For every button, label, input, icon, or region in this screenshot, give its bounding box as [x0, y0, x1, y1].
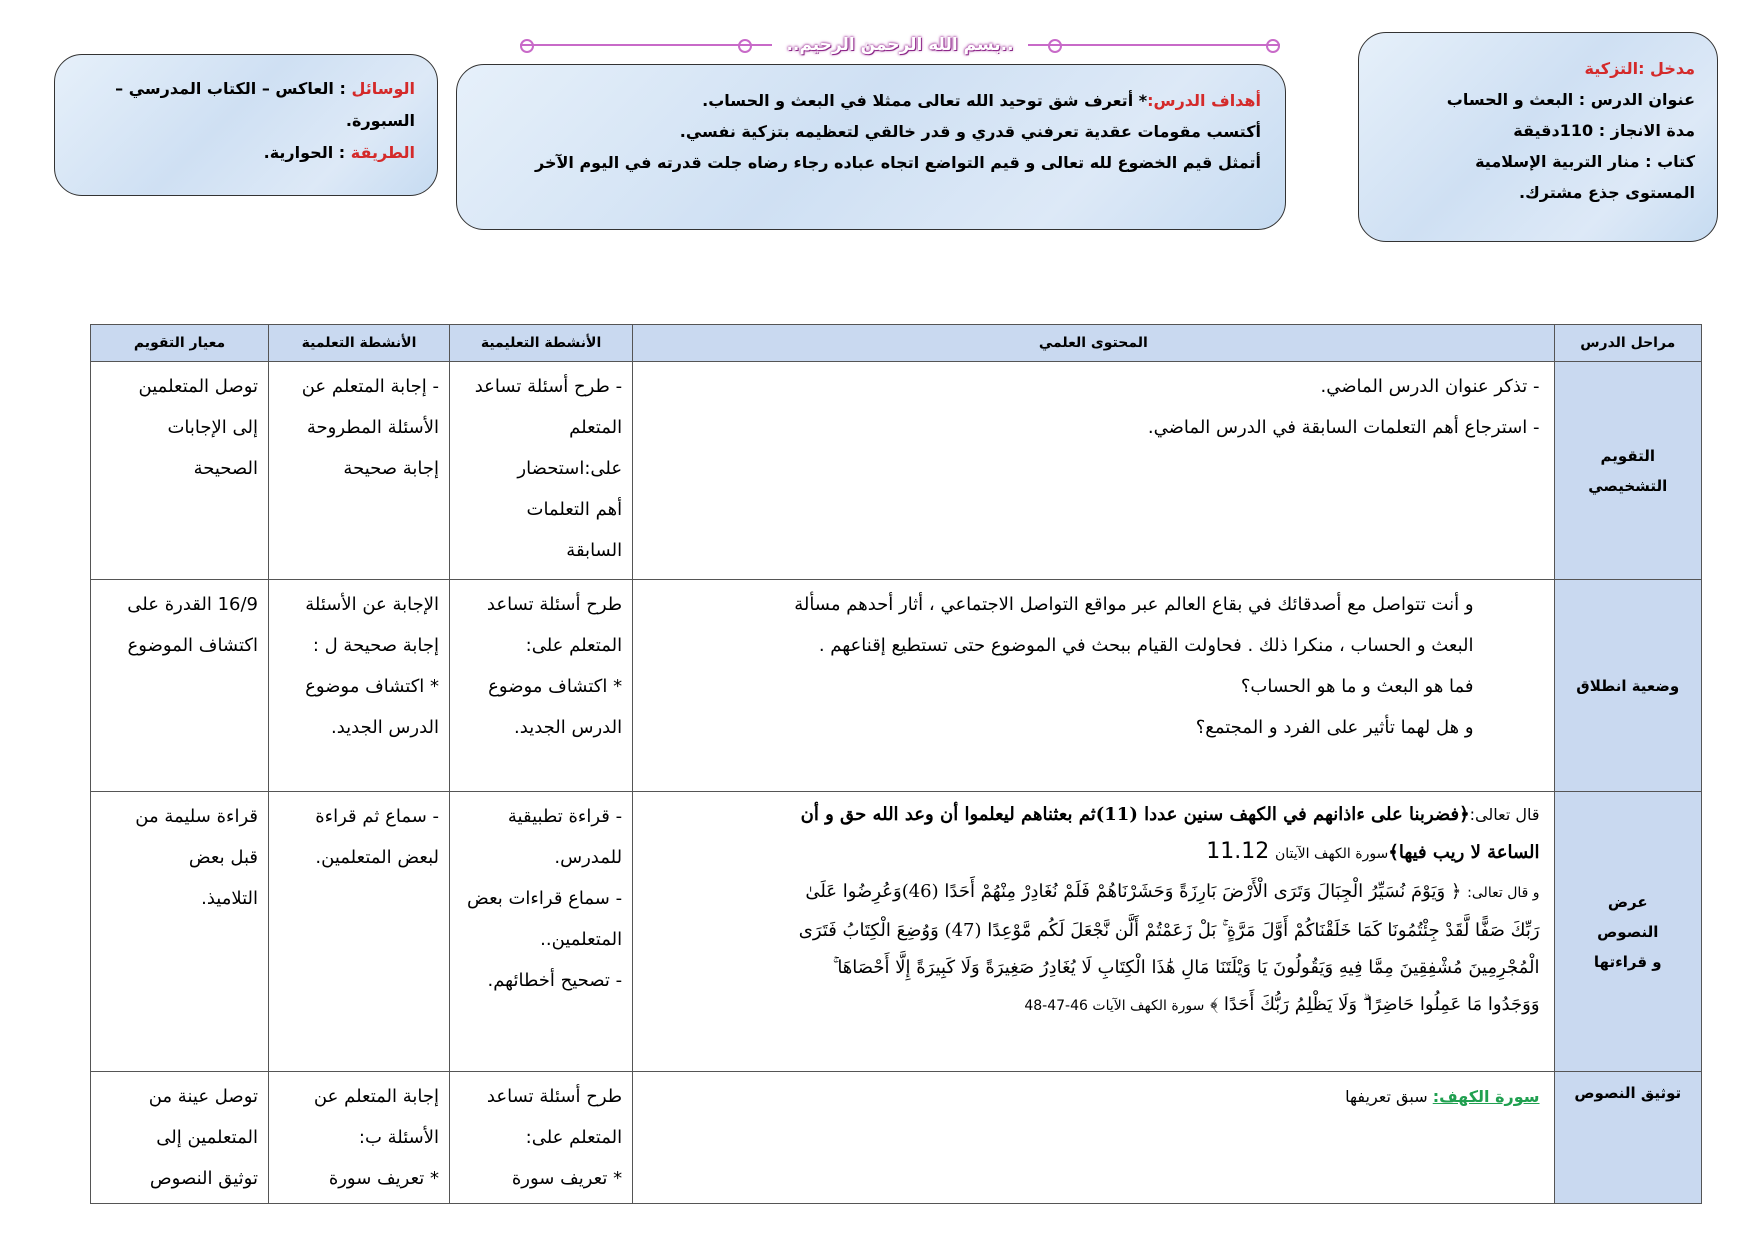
stage-text: النصوص [1597, 922, 1659, 941]
content-line: - تذكر عنوان الدرس الماضي. [1320, 376, 1540, 397]
header-evaluation: معيار التقويم [91, 325, 269, 362]
basmala-banner [520, 30, 1280, 60]
book-line: كتاب : منار التربية الإسلامية [1475, 152, 1695, 171]
basmala-title: ..بسم الله الرحمن الرحيم.. [786, 35, 1014, 55]
content-cell [633, 362, 1554, 580]
lesson-title-line: عنوان الدرس : البعث و الحساب [1446, 90, 1695, 109]
learning-cell [269, 362, 450, 580]
teaching-line: - تصحيح أخطائهم. [487, 970, 623, 991]
teaching-line: - قراءة تطبيقية [507, 806, 623, 827]
evaluation-cell [91, 792, 269, 1072]
teaching-line: - طرح أسئلة تساعد [474, 376, 623, 397]
verse-block-2d [647, 986, 1539, 1025]
header-content: المحتوى العلمي [633, 325, 1554, 362]
content-cell [633, 580, 1554, 792]
header-teaching: الأنشطة التعليمية [450, 325, 633, 362]
teaching-line: أهم التعلمات [526, 499, 623, 520]
content-line: فما هو البعث و ما هو الحساب؟ [1240, 676, 1474, 697]
teaching-line: طرح أسئلة تساعد [486, 1086, 623, 1107]
learning-line: - إجابة المتعلم عن [301, 376, 440, 397]
evaluation-line: التلاميذ. [201, 888, 258, 909]
learning-cell [269, 792, 450, 1072]
evaluation-line: قراءة سليمة من [135, 806, 258, 827]
tools-label: الوسائل [351, 79, 415, 98]
learning-line: إجابة صحيحة [343, 458, 440, 479]
verse-text: ﴿ وَيَوْمَ نُسَيِّرُ الْجِبَالَ وَتَرَى الْأَرْضَ بَارِزَةً وَحَشَرْنَاهُمْ فَلَمْ نُغَادِرْ مِنْهُمْ أَحَدًا (46)وَعُرِضُوا عَلَىٰ [805, 881, 1462, 902]
level-line: المستوى جذع مشترك. [1519, 183, 1695, 202]
entry-heading: مدخل :التزكية [1584, 59, 1695, 78]
lesson-info-box [1358, 32, 1718, 242]
content-cell [633, 1072, 1554, 1204]
method-value: : الحوارية. [263, 143, 346, 162]
duration-line: مدة الانجاز : 110دقيقة [1513, 121, 1695, 140]
table-row [91, 580, 1702, 792]
tools-line-2: السبورة. [345, 111, 415, 130]
evaluation-line: إلى الإجابات [167, 417, 258, 438]
objective-line-3: أتمثل قيم الخضوع لله تعالى و قيم التواضع اتجاه عباده رجاء رضاه جلت قدرته في اليوم الآخر [535, 153, 1261, 172]
stage-cell [1554, 362, 1701, 580]
stage-text: التشخيصي [1588, 476, 1668, 495]
evaluation-cell [91, 580, 269, 792]
learning-line: * تعريف سورة [328, 1168, 440, 1189]
teaching-line: * تعريف سورة [511, 1168, 623, 1189]
content-line: و هل لهما تأثير على الفرد و المجتمع؟ [1195, 717, 1474, 738]
ornament-left [520, 44, 772, 46]
content-cell [633, 792, 1554, 1072]
content-line: - استرجاع أهم التعلمات السابقة في الدرس الماضي. [1147, 417, 1540, 438]
verse-text: ﴿فضربنا على ءاذانهم في الكهف سنين عددا (11)ثم بعثناهم ليعلموا أن وعد الله حق و أن [800, 804, 1470, 825]
verse-intro: قال تعالى: [1469, 805, 1540, 824]
evaluation-line: المتعلمين إلى [156, 1127, 258, 1148]
learning-cell [269, 1072, 450, 1204]
teaching-cell [450, 792, 633, 1072]
teaching-cell [450, 1072, 633, 1204]
learning-line: لبعض المتعلمين. [315, 847, 440, 868]
objectives-box [456, 64, 1286, 230]
stage-text: و قراءتها [1593, 952, 1662, 971]
verse-reference: سورة الكهف الآيات 46-47-48 [1024, 998, 1205, 1014]
objective-text-1: * أتعرف شق توحيد الله تعالى ممثلا في البعث و الحساب. [702, 91, 1148, 110]
teaching-line: الدرس الجديد. [514, 717, 623, 738]
documentation-label: سورة الكهف: [1432, 1087, 1540, 1106]
verse-text: الْمُجْرِمِينَ مُشْفِقِينَ مِمَّا فِيهِ وَيَقُولُونَ يَا وَيْلَتَنَا مَالِ هَٰذَا الْكِتَابِ لَا يُغَادِرُ صَغِيرَةً وَلَا كَبِيرَةً إِلَّا أَحْصَاهَا ۚ [832, 957, 1540, 978]
evaluation-line: توثيق النصوص [149, 1168, 258, 1189]
teaching-line: المتعلم على:استحضار [517, 417, 623, 479]
table-header-row [91, 325, 1702, 362]
stage-text: عرض [1607, 892, 1648, 911]
method-label: الطريقة [350, 143, 415, 162]
evaluation-line: 16/9 القدرة على [127, 594, 258, 615]
teaching-line: المتعلمين.. [540, 929, 623, 950]
evaluation-cell [91, 1072, 269, 1204]
learning-line: إجابة صحيحة ل : [312, 635, 440, 656]
stage-text: توثيق النصوص [1574, 1084, 1682, 1102]
stage-text: التقويم [1600, 446, 1656, 465]
verse-text: وَوَجَدُوا مَا عَمِلُوا حَاضِرًا ۗ وَلَا يَظْلِمُ رَبُّكَ أَحَدًا ﴾ [1210, 994, 1540, 1015]
stage-text: وضعية انطلاق [1576, 676, 1680, 695]
header-learning: الأنشطة التعلمية [269, 325, 450, 362]
verse-intro: و قال تعالى: [1467, 885, 1540, 901]
learning-line: الإجابة عن الأسئلة [305, 594, 440, 615]
ornament-right [1028, 44, 1280, 46]
teaching-cell [450, 362, 633, 580]
tools-method-box [54, 54, 438, 196]
stage-cell [1554, 580, 1701, 792]
teaching-line: - سماع قراءات بعض [467, 888, 623, 909]
verse-reference: سورة الكهف الآيتان [1274, 846, 1389, 862]
teaching-line: المتعلم على: [525, 635, 623, 656]
learning-cell [269, 580, 450, 792]
learning-line: إجابة المتعلم عن [313, 1086, 440, 1107]
evaluation-line: قبل بعض [188, 847, 258, 868]
teaching-line: * اكتشاف موضوع [488, 676, 623, 697]
teaching-cell [450, 580, 633, 792]
learning-line: * اكتشاف موضوع [305, 676, 440, 697]
learning-line: - سماع ثم قراءة [315, 806, 440, 827]
tools-value: : العاكس – الكتاب المدرسي – [115, 79, 346, 98]
teaching-line: للمدرس. [554, 847, 623, 868]
learning-line: الدرس الجديد. [330, 717, 440, 738]
evaluation-line: الصحيحة [193, 458, 258, 479]
stage-cell [1554, 792, 1701, 1072]
evaluation-line: توصل المتعلمين [138, 376, 258, 397]
teaching-line: السابقة [566, 540, 623, 561]
teaching-line: طرح أسئلة تساعد [486, 594, 623, 615]
evaluation-line: اكتشاف الموضوع [127, 635, 258, 656]
objectives-label: أهداف الدرس: [1147, 91, 1261, 110]
method-line [71, 137, 415, 169]
content-line: البعث و الحساب ، منكرا ذلك . فحاولت القيام ببحث في الموضوع حتى تستطيع إقناعهم . [818, 635, 1474, 656]
objective-line-1 [475, 85, 1261, 116]
evaluation-cell [91, 362, 269, 580]
verse-block-1 [647, 796, 1539, 833]
header-stages: مراحل الدرس [1554, 325, 1701, 362]
table-row [91, 362, 1702, 580]
verse-text: الساعة لا ريب فيها﴾ [1388, 842, 1540, 863]
evaluation-line: توصل عينة من [148, 1086, 258, 1107]
lesson-plan-table [90, 324, 1702, 1204]
verse-block-2 [647, 873, 1539, 912]
stage-cell [1554, 1072, 1701, 1204]
documentation-text: سبق تعريفها [1345, 1087, 1428, 1106]
objective-line-2: أكتسب مقومات عقدية تعرفني قدري و قدر خالقي لتعظيمه بتزكية نفسي. [679, 122, 1261, 141]
table-row [91, 1072, 1702, 1204]
content-line: و أنت تتواصل مع أصدقائك في بقاع العالم عبر مواقع التواصل الاجتماعي ، أثار أحدهم مسألة [794, 594, 1474, 615]
tools-line [71, 73, 415, 105]
table-row [91, 792, 1702, 1072]
learning-line: الأسئلة ب: [358, 1127, 440, 1148]
teaching-line: المتعلم على: [525, 1127, 623, 1148]
verse-reference-number: 11.12 [1206, 839, 1270, 864]
verse-text: رَبِّكَ صَفًّا لَّقَدْ جِئْتُمُونَا كَمَا خَلَقْنَاكُمْ أَوَّلَ مَرَّةٍ ۚ بَلْ زَعَمْتُمْ أَلَّن نَّجْعَلَ لَكُم مَّوْعِدًا (47) وَوُضِعَ الْكِتَابُ فَتَرَى [798, 920, 1540, 941]
learning-line: الأسئلة المطروحة [306, 417, 440, 438]
verse-block-1b [647, 833, 1539, 873]
